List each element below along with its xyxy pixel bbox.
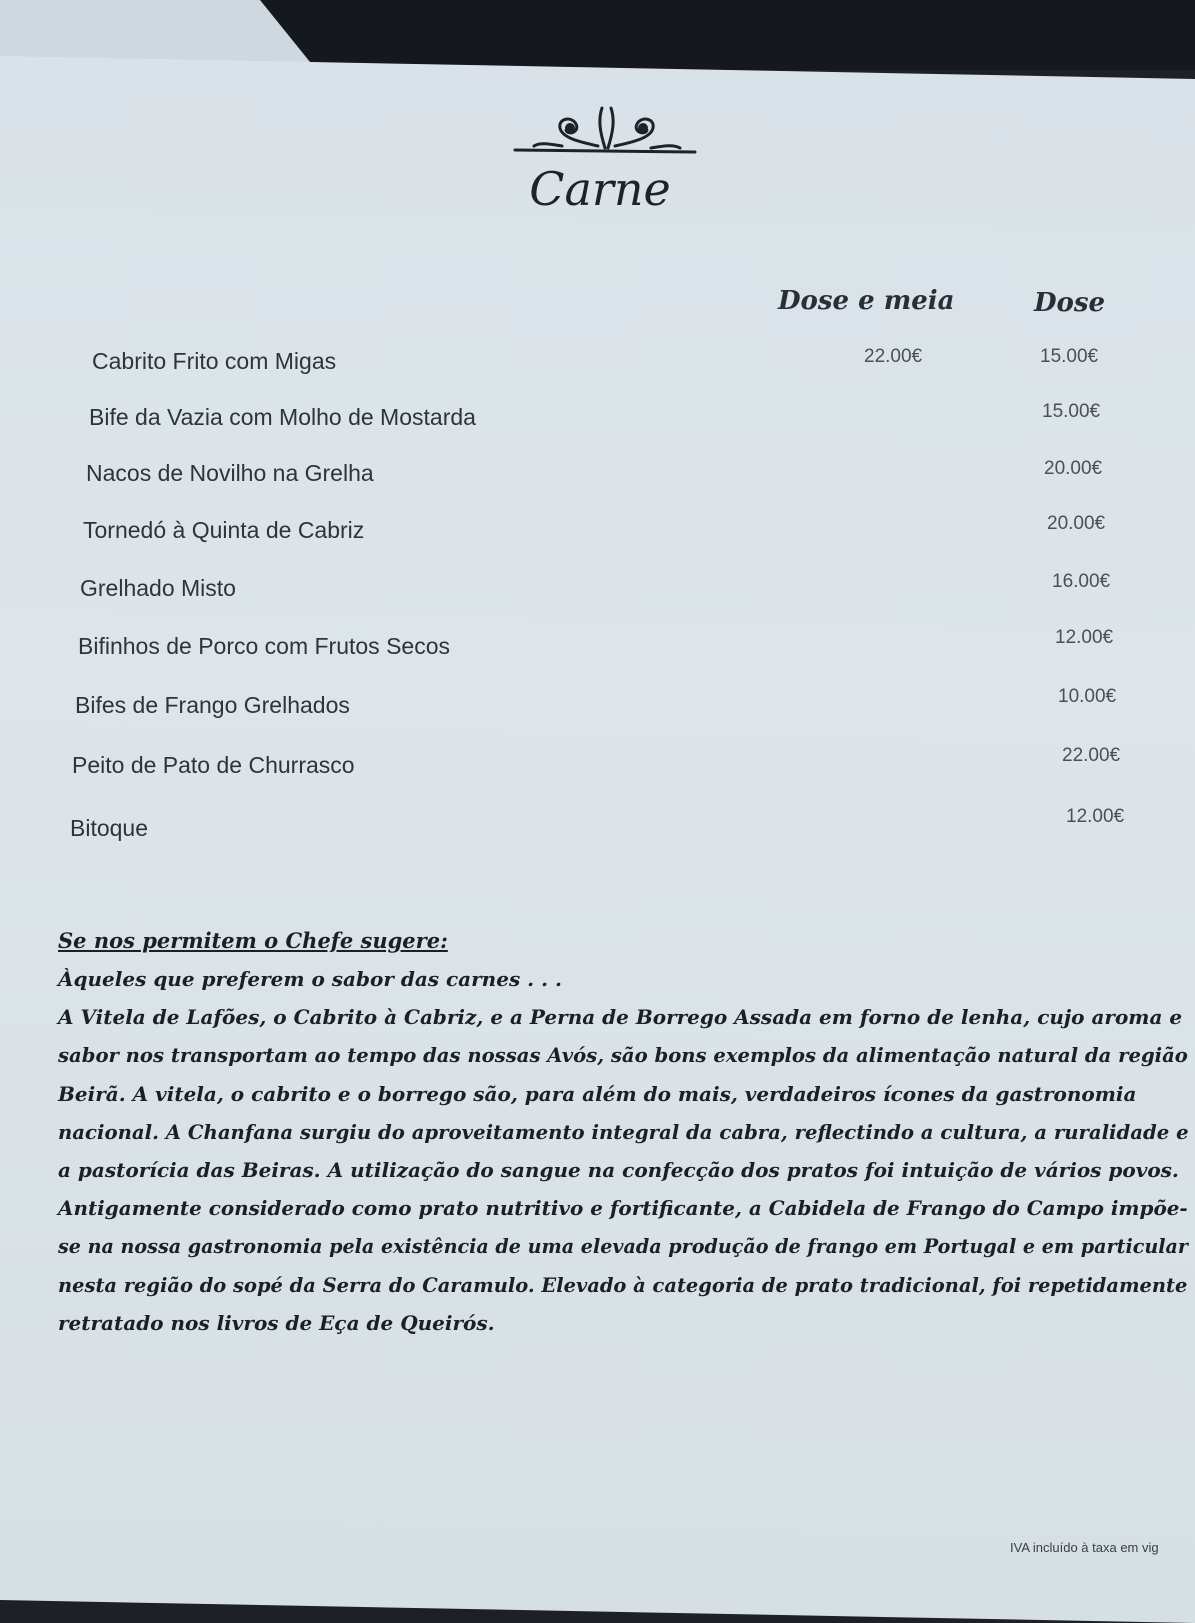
menu-item-name: Bitoque — [70, 815, 149, 841]
menu-item-name: Nacos de Novilho na Grelha — [86, 460, 374, 486]
chef-suggestion-line: Antigamente considerado como prato nutritivo e fortificante, a Cabidela de Frango do Campo impõe- — [58, 1196, 1188, 1221]
chef-suggestion-line: Beirã. A vitela, o cabrito e o borrego são, para além do mais, verdadeiros ícones da gastronomia — [58, 1081, 1137, 1106]
chef-suggestion-line: sabor nos transportam ao tempo das nossas Avós, são bons exemplos da alimentação natural da região — [58, 1043, 1188, 1068]
menu-item-price-dose: 20.00€ — [1044, 458, 1103, 479]
menu-page — [0, 56, 1195, 1623]
chef-suggestion-line: a pastorícia das Beiras. A utilização do sangue na confecção dos pratos foi intuição de vários povos. — [58, 1158, 1179, 1183]
menu-item-price-dose: 16.00€ — [1052, 571, 1111, 592]
menu-item-name: Tornedó à Quinta de Cabriz — [83, 517, 365, 543]
chef-suggestion-line: A Vitela de Lafões, o Cabrito à Cabriz, e a Perna de Borrego Assada em forno de lenha, cujo aroma e — [58, 1005, 1183, 1030]
chef-suggestion-line: nacional. A Chanfana surgiu do aproveitamento integral da cabra, reflectindo a cultura, a ruralidade e — [58, 1119, 1189, 1144]
menu-item-name: Cabrito Frito com Migas — [92, 348, 337, 374]
scroll-ornament-icon — [510, 102, 700, 162]
menu-item-price-dose: 20.00€ — [1047, 513, 1106, 534]
menu-item-name: Bife da Vazia com Molho de Mostarda — [89, 404, 476, 430]
column-header-dose: Dose — [1034, 288, 1106, 318]
vat-footnote: IVA incluído à taxa em vig — [1010, 1540, 1159, 1555]
menu-item-price-dose: 15.00€ — [1040, 346, 1099, 367]
chef-suggestion-line: retratado nos livros de Eça de Queirós. — [58, 1310, 495, 1335]
column-header-dose-e-meia: Dose e meia — [778, 286, 955, 316]
chef-suggestion-heading: Se nos permitem o Chefe sugere: — [58, 928, 448, 953]
chef-suggestion-line: Àqueles que preferem o sabor das carnes . . . — [58, 967, 562, 991]
menu-item-name: Bifes de Frango Grelhados — [75, 692, 350, 718]
chef-suggestion — [58, 922, 1188, 1342]
section-title: Carne — [529, 162, 671, 216]
chef-suggestion-line: se na nossa gastronomia pela existência de uma elevada produção de frango em Portugal e em particular — [58, 1234, 1188, 1259]
menu-item-price-dose: 15.00€ — [1042, 401, 1101, 422]
menu-item-name: Bifinhos de Porco com Frutos Secos — [78, 633, 450, 659]
menu-item-name: Peito de Pato de Churrasco — [72, 752, 355, 778]
menu-item-price-dose: 12.00€ — [1066, 806, 1125, 827]
chef-suggestion-line: nesta região do sopé da Serra do Caramulo. Elevado à categoria de prato tradicional, foi repetidamente — [58, 1272, 1188, 1297]
background-paper-corner — [0, 0, 310, 62]
menu-item-price-dose: 12.00€ — [1055, 627, 1114, 648]
menu-item-price-dose-e-meia: 22.00€ — [864, 346, 923, 367]
menu-item-price-dose: 10.00€ — [1058, 686, 1117, 707]
menu-item-name: Grelhado Misto — [80, 575, 236, 601]
menu-item-price-dose: 22.00€ — [1062, 745, 1121, 766]
